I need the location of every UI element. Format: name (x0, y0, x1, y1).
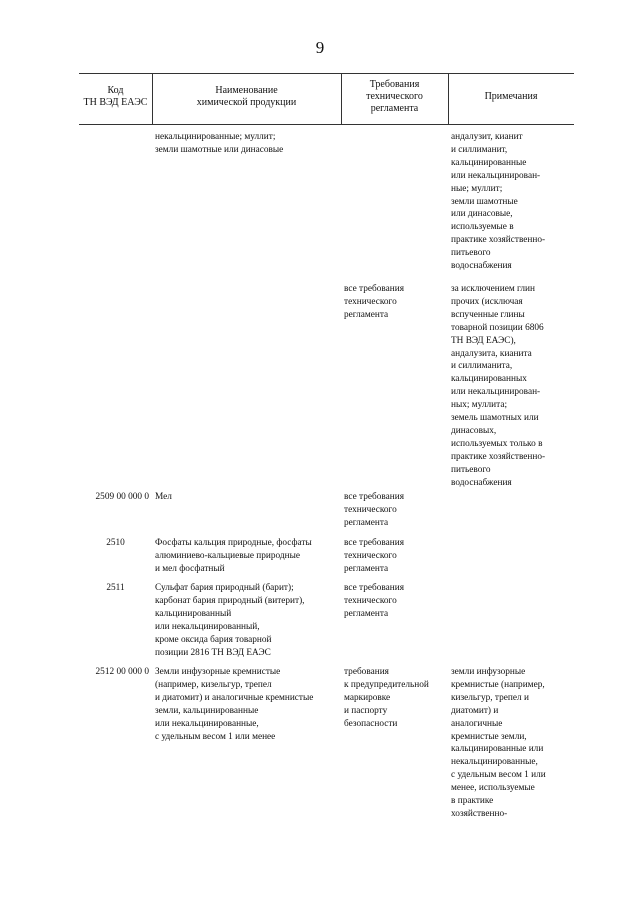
table-row-5-requirements: требования к предупредительной маркировке и паспорту безопасности (344, 667, 429, 729)
table-row-2-code: 2509 00 000 0 (95, 492, 149, 502)
header-code: Код ТН ВЭД ЕАЭС (83, 85, 148, 108)
table-row-1-requirements: все требования технического регламента (344, 284, 404, 320)
header-name: Наименование химической продукции (196, 85, 297, 108)
table-row-0-notes: андалузит, кианит и силлиманит, кальцинированные или некальцинирован- ные; муллит; земли шамотные или динасовые, используемые в практике хозяйственно- питьевого водоснабжения (451, 132, 546, 272)
table-row-2-name: Мел (155, 492, 172, 502)
table-row-5-notes: земли инфузорные кремнистые (например, кизельгур, трепел и диатомит) и аналогичные кремнистые земли, кальцинированные или некальцинированные, с удельным весом 1 или менее, используемые в практике хозяйственно- (451, 667, 546, 819)
table-row-0-name: некальцинированные; муллит; земли шамотные или динасовые (155, 132, 284, 155)
table-row-3-name: Фосфаты кальция природные, фосфаты алюминиево-кальциевые природные и мел фосфатный (155, 538, 312, 574)
table-row-5-name: Земли инфузорные кремнистые (например, кизельгур, трепел и диатомит) и аналогичные кремнистые земли, кальцинированные или некальцинированные, с удельным весом 1 или менее (155, 667, 314, 742)
header-requirements: Требования технического регламента (366, 79, 423, 114)
table-row-1-notes: за исключением глин прочих (исключая вспученные глины товарной позиции 6806 ТН ВЭД ЕАЭС), андалузита, кианита и силлиманита, кальцинированных или некальцинирован- ных; муллита; земель шамотных или динасовых, используемых только в практике хозяйственно- питьевого водоснабжения (451, 284, 546, 488)
header-notes: Примечания (484, 91, 538, 102)
table-row-4-requirements: все требования технического регламента (344, 583, 404, 619)
table-row-5-code: 2512 00 000 0 (95, 667, 149, 677)
table-row-3-requirements: все требования технического регламента (344, 538, 404, 574)
table-header-bottom-border (79, 124, 574, 125)
table-row-2-requirements: все требования технического регламента (344, 492, 404, 528)
table-row-3-code: 2510 (106, 538, 125, 548)
table-row-4-code: 2511 (106, 583, 125, 593)
table-row-4-name: Сульфат бария природный (барит); карбонат бария природный (витерит), кальцинированный или некальцинированный, кроме оксида бария товарной позиции 2816 ТН ВЭД ЕАЭС (155, 583, 305, 658)
page-number: 9 (315, 38, 325, 57)
table-top-border (79, 73, 574, 74)
